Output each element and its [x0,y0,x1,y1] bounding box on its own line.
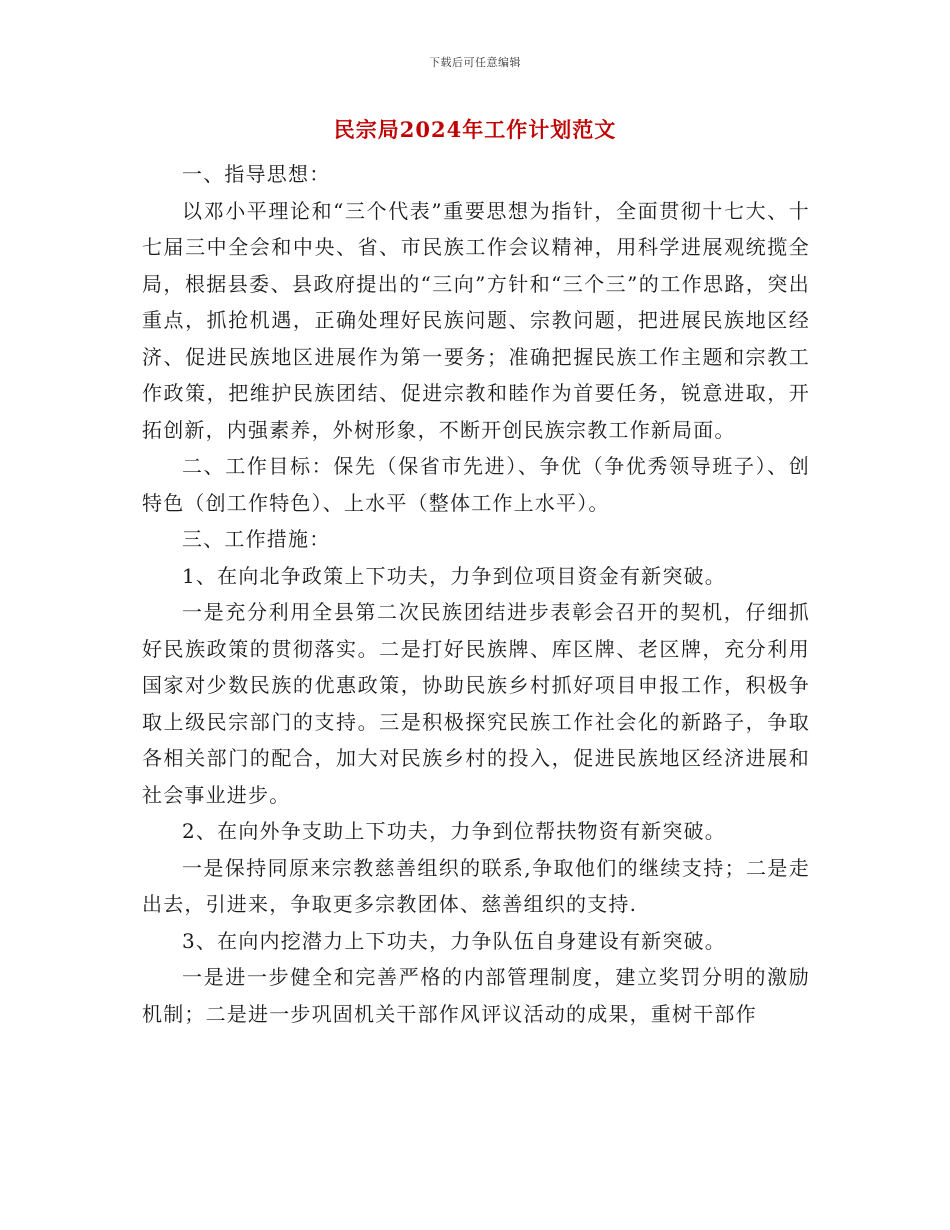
paragraph-measure-3: 一是进一步健全和完善严格的内部管理制度，建立奖罚分明的激励机制；二是进一步巩固机关干部作风评议活动的成果，重树干部作 [142,965,810,1026]
paragraph-measure-1: 一是充分利用全县第二次民族团结进步表彰会召开的契机，仔细抓好民族政策的贯彻落实。二是打好民族牌、库区牌、老区牌，充分利用国家对少数民族的优惠政策，协助民族乡村抓好项目申报工作，积极争取上级民宗部门的支持。三是积极探究民族工作社会化的新路子，争取各相关部门的配合，加大对民族乡村的投入，促进民族地区经济进展和社会事业进步。 [142,600,810,807]
section-heading-work-measures: 三、工作措施： [182,527,331,551]
paragraph-guiding-ideology: 以邓小平理论和“三个代表”重要思想为指针，全面贯彻十七大、十七届三中全会和中央、省、市民族工作会议精神，用科学进展观统揽全局，根据县委、县政府提出的“三向”方针和“三个三”的工作思路，突出重点，抓抢机遇，正确处理好民族问题、宗教问题，把进展民族地区经济、促进民族地区进展作为第一要务；准确把握民族工作主题和宗教工作政策，把维护民族团结、促进宗教和睦作为首要任务，锐意进取，开拓创新，内强素养，外树形象，不断开创民族宗教工作新局面。 [142,198,810,442]
document-title: 民宗局2024年工作计划范文 [333,117,617,142]
subheading-measure-2: 2、在向外争支助上下功夫，力争到位帮扶物资有新突破。 [182,819,726,843]
paragraph-work-goals: 二、工作目标：保先（保省市先进）、争优（争优秀领导班子）、创特色（创工作特色）、上水平（整体工作上水平）。 [142,454,810,515]
paragraph-measure-2: 一是保持同原来宗教慈善组织的联系,争取他们的继续支持；二是走出去，引进来，争取更多宗教团体、慈善组织的支持. [142,855,810,916]
header-note: 下载后可任意编辑 [429,56,521,69]
subheading-measure-1: 1、在向北争政策上下功夫，力争到位项目资金有新突破。 [182,563,726,588]
section-heading-guiding-ideology: 一、指导思想： [182,162,331,186]
document-body [142,156,810,1032]
subheading-measure-3: 3、在向内挖潜力上下功夫，力争队伍自身建设有新突破。 [182,928,726,953]
